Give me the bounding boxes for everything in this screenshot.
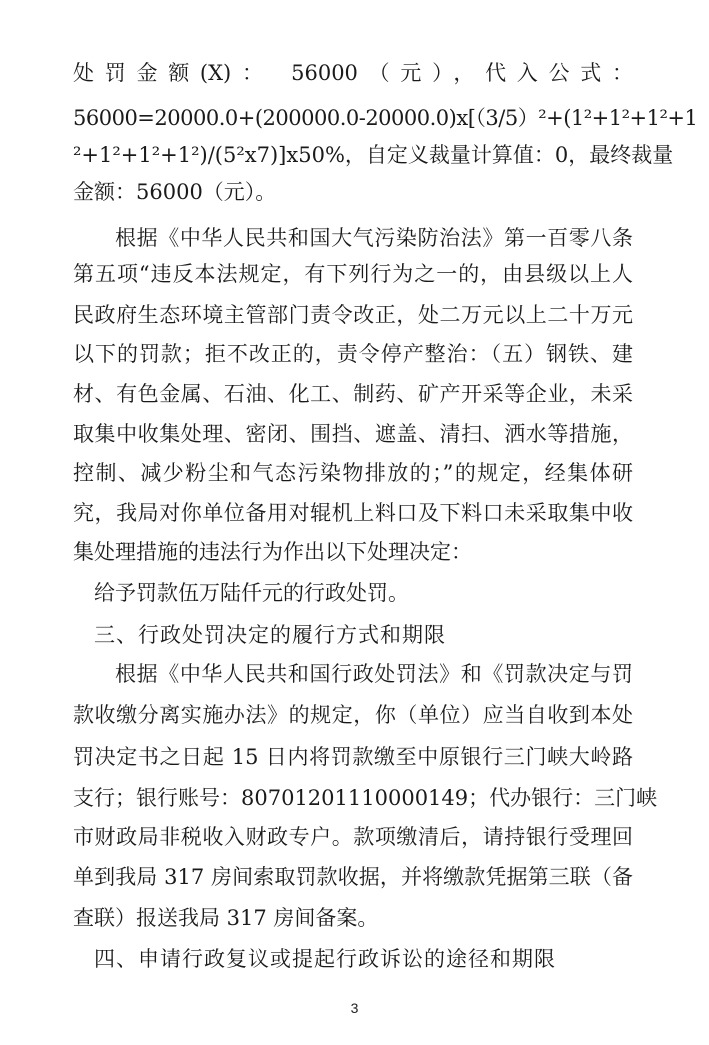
section-heading: 三、行政处罚决定的履行方式和期限	[94, 623, 446, 647]
text-line: 查联）报送我局 317 房间备案。	[73, 906, 379, 930]
text-line: 究，我局对你单位备用对辊机上料口及下料口未采取集中收	[73, 501, 633, 525]
text-line: 市财政局非税收入财政专户。款项缴清后，请持银行受理回	[73, 825, 633, 849]
text-line: 罚决定书之日起 15 日内将罚款缴至中原银行三门峡大岭路	[73, 745, 633, 769]
text-line: 金额：56000（元）。	[73, 180, 277, 204]
text-line: 第五项“违反本法规定，有下列行为之一的，由县级以上人	[73, 262, 633, 286]
text-line: 56000=20000.0+(200000.0-20000.0)x[（3/5）²+(1²+1²+1²+1	[73, 106, 698, 130]
text-line: 款收缴分离实施办法》的规定，你（单位）应当自收到本处	[73, 703, 633, 727]
text-line: 单到我局 317 房间索取罚款收据，并将缴款凭据第三联（备	[73, 865, 633, 889]
text-line: 集处理措施的违法行为作出以下处理决定：	[73, 540, 472, 564]
text-line: 以下的罚款；拒不改正的，责令停产整治：（五）钢铁、建	[73, 342, 633, 366]
page-number: 3	[350, 1000, 359, 1016]
text-line: ²+1²+1²+1²)/(5²x7)]x50%，自定义裁量计算值：0，最终裁量	[73, 143, 674, 167]
text-line: 处罚金额(X)： 56000（元），代入公式：	[73, 61, 633, 85]
text-line: 材、有色金属、石油、化工、制药、矿产开采等企业，未采	[73, 382, 633, 406]
text-line: 取集中收集处理、密闭、围挡、遮盖、清扫、洒水等措施，	[73, 422, 633, 446]
text-line: 支行；银行账号：80701201110000149；代办银行：三门峡	[73, 786, 658, 810]
text-line: 根据《中华人民共和国大气污染防治法》第一百零八条	[115, 226, 633, 250]
section-heading: 四、申请行政复议或提起行政诉讼的途径和期限	[94, 947, 556, 971]
text-line: 控制、减少粉尘和气态污染物排放的；”的规定，经集体研	[73, 461, 633, 485]
text-line: 民政府生态环境主管部门责令改正，处二万元以上二十万元	[73, 303, 633, 327]
text-line: 给予罚款伍万陆仟元的行政处罚。	[94, 581, 409, 605]
text-line: 根据《中华人民共和国行政处罚法》和《罚款决定与罚	[115, 662, 633, 686]
